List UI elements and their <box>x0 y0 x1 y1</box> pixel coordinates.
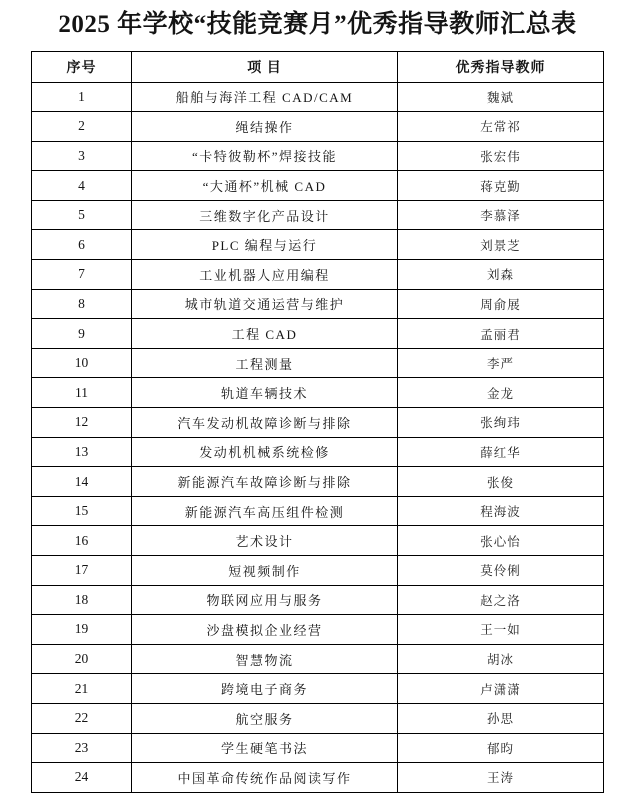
row-number-cell: 2 <box>32 112 132 142</box>
teacher-name-cell: 王涛 <box>398 763 604 793</box>
table-row <box>32 171 604 201</box>
table-row <box>32 674 604 704</box>
table-row <box>32 260 604 290</box>
table-row <box>32 378 604 408</box>
row-number-cell: 6 <box>32 230 132 260</box>
row-number-cell: 15 <box>32 496 132 526</box>
project-cell: 智慧物流 <box>132 644 398 674</box>
project-cell: 短视频制作 <box>132 556 398 586</box>
table-row <box>32 112 604 142</box>
teacher-name-cell: 张绚玮 <box>398 408 604 438</box>
teacher-name-cell: 莫伶俐 <box>398 556 604 586</box>
teacher-name-cell: 张心怡 <box>398 526 604 556</box>
project-cell: 新能源汽车故障诊断与排除 <box>132 467 398 497</box>
teacher-name-cell: 胡冰 <box>398 644 604 674</box>
project-cell: 中国革命传统作品阅读写作 <box>132 763 398 793</box>
project-cell: 学生硬笔书法 <box>132 733 398 763</box>
table-row <box>32 556 604 586</box>
table-row <box>32 82 604 112</box>
row-number-cell: 16 <box>32 526 132 556</box>
table-header <box>32 51 604 82</box>
column-header-project: 项 目 <box>132 51 398 82</box>
teacher-name-cell: 薛红华 <box>398 437 604 467</box>
row-number-cell: 13 <box>32 437 132 467</box>
column-header-number: 序号 <box>32 51 132 82</box>
teacher-name-cell: 赵之洛 <box>398 585 604 615</box>
row-number-cell: 24 <box>32 763 132 793</box>
row-number-cell: 11 <box>32 378 132 408</box>
teacher-name-cell: 蒋克勤 <box>398 171 604 201</box>
table-row <box>32 408 604 438</box>
table-row <box>32 585 604 615</box>
row-number-cell: 3 <box>32 141 132 171</box>
row-number-cell: 19 <box>32 615 132 645</box>
teacher-name-cell: 周俞展 <box>398 289 604 319</box>
teacher-name-cell: 李严 <box>398 348 604 378</box>
teachers-summary-table <box>31 51 604 793</box>
teacher-name-cell: 魏斌 <box>398 82 604 112</box>
teacher-name-cell: 刘森 <box>398 260 604 290</box>
row-number-cell: 4 <box>32 171 132 201</box>
row-number-cell: 21 <box>32 674 132 704</box>
project-cell: 工程测量 <box>132 348 398 378</box>
teacher-name-cell: 李慕泽 <box>398 200 604 230</box>
teacher-name-cell: 金龙 <box>398 378 604 408</box>
teacher-name-cell: 王一如 <box>398 615 604 645</box>
teacher-name-cell: 左常祁 <box>398 112 604 142</box>
row-number-cell: 20 <box>32 644 132 674</box>
row-number-cell: 8 <box>32 289 132 319</box>
table-row <box>32 703 604 733</box>
project-cell: 轨道车辆技术 <box>132 378 398 408</box>
row-number-cell: 7 <box>32 260 132 290</box>
teacher-name-cell: 孟丽君 <box>398 319 604 349</box>
project-cell: “卡特彼勒杯”焊接技能 <box>132 141 398 171</box>
table-row <box>32 526 604 556</box>
teacher-name-cell: 刘景芝 <box>398 230 604 260</box>
row-number-cell: 9 <box>32 319 132 349</box>
teacher-name-cell: 郁昀 <box>398 733 604 763</box>
table-row <box>32 200 604 230</box>
table-row <box>32 763 604 793</box>
row-number-cell: 14 <box>32 467 132 497</box>
row-number-cell: 1 <box>32 82 132 112</box>
table-row <box>32 437 604 467</box>
project-cell: 船舶与海洋工程 CAD/CAM <box>132 82 398 112</box>
table-row <box>32 644 604 674</box>
project-cell: 汽车发动机故障诊断与排除 <box>132 408 398 438</box>
teacher-name-cell: 孙思 <box>398 703 604 733</box>
project-cell: 航空服务 <box>132 703 398 733</box>
project-cell: 城市轨道交通运营与维护 <box>132 289 398 319</box>
project-cell: 沙盘模拟企业经营 <box>132 615 398 645</box>
teacher-name-cell: 程海波 <box>398 496 604 526</box>
project-cell: “大通杯”机械 CAD <box>132 171 398 201</box>
table-row <box>32 230 604 260</box>
project-cell: 物联网应用与服务 <box>132 585 398 615</box>
page-title: 2025 年学校“技能竞赛月”优秀指导教师汇总表 <box>58 11 577 38</box>
project-cell: 新能源汽车高压组件检测 <box>132 496 398 526</box>
project-cell: 工程 CAD <box>132 319 398 349</box>
table-row <box>32 733 604 763</box>
table-row <box>32 289 604 319</box>
table-row <box>32 467 604 497</box>
table-row <box>32 496 604 526</box>
table-row <box>32 141 604 171</box>
project-cell: 工业机器人应用编程 <box>132 260 398 290</box>
project-cell: 艺术设计 <box>132 526 398 556</box>
project-cell: PLC 编程与运行 <box>132 230 398 260</box>
row-number-cell: 12 <box>32 408 132 438</box>
project-cell: 发动机机械系统检修 <box>132 437 398 467</box>
table-row <box>32 615 604 645</box>
row-number-cell: 5 <box>32 200 132 230</box>
row-number-cell: 10 <box>32 348 132 378</box>
row-number-cell: 18 <box>32 585 132 615</box>
header-row <box>32 51 604 82</box>
project-cell: 绳结操作 <box>132 112 398 142</box>
row-number-cell: 22 <box>32 703 132 733</box>
teacher-name-cell: 张宏伟 <box>398 141 604 171</box>
row-number-cell: 23 <box>32 733 132 763</box>
table-row <box>32 319 604 349</box>
project-cell: 跨境电子商务 <box>132 674 398 704</box>
teacher-name-cell: 卢潇潇 <box>398 674 604 704</box>
teacher-name-cell: 张俊 <box>398 467 604 497</box>
project-cell: 三维数字化产品设计 <box>132 200 398 230</box>
table-row <box>32 348 604 378</box>
table-body <box>32 82 604 792</box>
column-header-teacher: 优秀指导教师 <box>398 51 604 82</box>
row-number-cell: 17 <box>32 556 132 586</box>
